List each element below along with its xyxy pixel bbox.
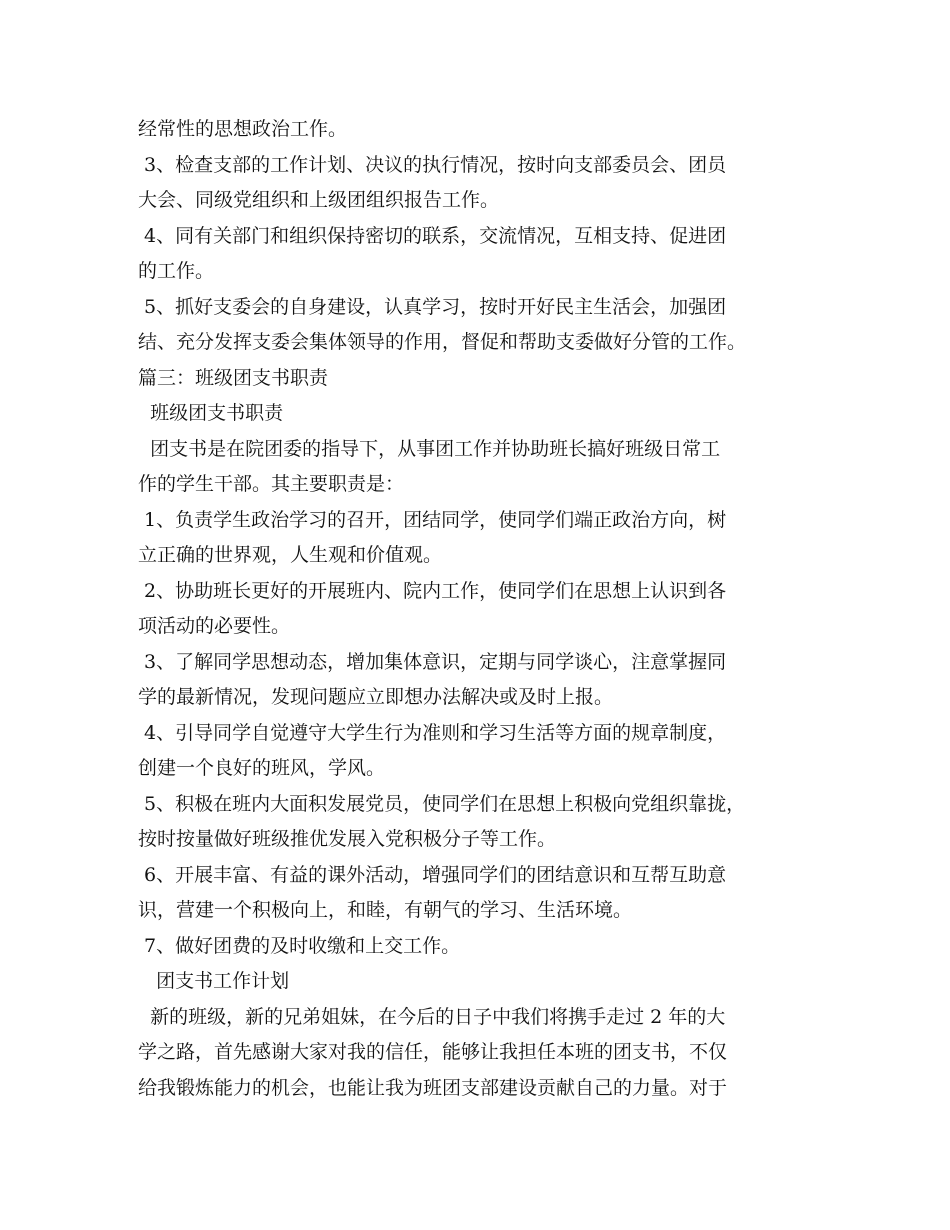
section-subheading: 班级团支书职责	[138, 402, 284, 424]
text-line: 团支书是在院团委的指导下，从事团工作并协助班长搞好班级日常工	[138, 437, 721, 460]
text-line: 4、引导同学自觉遵守大学生行为准则和学习生活等方面的规章制度，	[138, 721, 727, 744]
text-line: 1、负责学生政治学习的召开，团结同学，使同学们端正政治方向，树	[138, 508, 727, 531]
text-line: 识，营建一个积极向上，和睦，有朝气的学习、生活环境。	[138, 899, 633, 921]
text-line: 4、同有关部门和组织保持密切的联系，交流情况，互相支持、促进团	[138, 224, 727, 247]
text-line: 经常性的思想政治工作。	[138, 118, 348, 140]
document-body	[138, 112, 828, 1106]
text-line: 项活动的必要性。	[138, 615, 291, 637]
text-line: 作的学生干部。其主要职责是：	[138, 473, 405, 495]
text-line: 6、开展丰富、有益的课外活动，增强同学们的团结意识和互帮互助意	[138, 863, 727, 886]
text-line: 立正确的世界观，人生观和价值观。	[138, 544, 443, 566]
text-line: 5、积极在班内大面积发展党员，使同学们在思想上积极向党组织靠拢，	[138, 792, 746, 815]
text-line: 7、做好团费的及时收缴和上交工作。	[138, 934, 461, 957]
text-line: 大会、同级党组织和上级团组织报告工作。	[138, 189, 500, 211]
text-line: 学的最新情况，发现问题应立即想办法解决或及时上报。	[138, 686, 614, 708]
text-line: 5、抓好支委会的自身建设，认真学习，按时开好民主生活会，加强团	[138, 295, 727, 318]
text-line: 给我锻炼能力的机会，也能让我为班团支部建设贡献自己的力量。对于	[138, 1076, 728, 1099]
text-line: 2、协助班长更好的开展班内、院内工作，使同学们在思想上认识到各	[138, 579, 727, 602]
text-line: 创建一个良好的班风，学风。	[138, 757, 386, 779]
text-line: 3、检查支部的工作计划、决议的执行情况，按时向支部委员会、团员	[138, 153, 727, 176]
text-line: 新的班级，新的兄弟姐妹，在今后的日子中我们将携手走过 2 年的大	[138, 1005, 726, 1028]
text-line: 结、充分发挥支委会集体领导的作用，督促和帮助支委做好分管的工作。	[138, 331, 747, 353]
section-subheading: 团支书工作计划	[138, 970, 290, 992]
section-heading: 篇三：班级团支书职责	[138, 366, 329, 389]
text-line: 学之路，首先感谢大家对我的信任，能够让我担任本班的团支书，不仅	[138, 1041, 728, 1063]
text-line: 按时按量做好班级推优发展入党积极分子等工作。	[138, 828, 557, 850]
text-line: 3、了解同学思想动态，增加集体意识，定期与同学谈心，注意掌握同	[138, 650, 727, 673]
text-line: 的工作。	[138, 260, 215, 282]
